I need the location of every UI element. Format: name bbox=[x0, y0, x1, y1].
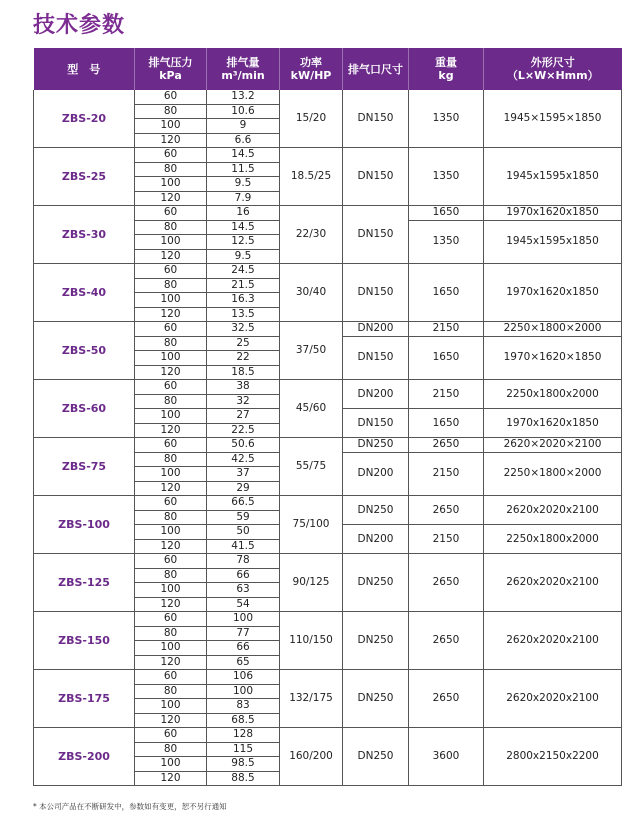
pressure-cell: 120 bbox=[135, 249, 207, 264]
flow-cell: 41.5 bbox=[207, 539, 280, 554]
dims-cell: 1970x1620x1850 bbox=[484, 206, 622, 221]
model-cell: ZBS-125 bbox=[34, 554, 135, 612]
flow-cell: 77 bbox=[207, 626, 280, 641]
flow-cell: 25 bbox=[207, 336, 280, 351]
pressure-cell: 60 bbox=[135, 148, 207, 163]
flow-cell: 21.5 bbox=[207, 278, 280, 293]
flow-cell: 13.2 bbox=[207, 90, 280, 104]
pressure-cell: 100 bbox=[135, 235, 207, 250]
dims-cell: 2620x2020x2100 bbox=[484, 496, 622, 525]
pressure-cell: 60 bbox=[135, 496, 207, 511]
flow-cell: 32.5 bbox=[207, 322, 280, 337]
table-body bbox=[34, 90, 622, 786]
flow-cell: 7.9 bbox=[207, 191, 280, 206]
dims-cell: 1945x1595x1850 bbox=[484, 148, 622, 206]
dims-cell: 1945x1595x1850 bbox=[484, 220, 622, 264]
pressure-cell: 120 bbox=[135, 771, 207, 786]
dims-cell: 2620x2020x2100 bbox=[484, 670, 622, 728]
pressure-cell: 80 bbox=[135, 510, 207, 525]
model-cell: ZBS-40 bbox=[34, 264, 135, 322]
power-cell: 55/75 bbox=[280, 438, 343, 496]
power-cell: 45/60 bbox=[280, 380, 343, 438]
flow-cell: 24.5 bbox=[207, 264, 280, 279]
pressure-cell: 80 bbox=[135, 452, 207, 467]
pressure-cell: 80 bbox=[135, 394, 207, 409]
outlet-cell: DN250 bbox=[343, 612, 409, 670]
dims-cell: 2250x1800x2000 bbox=[484, 380, 622, 409]
weight-cell: 2150 bbox=[409, 380, 484, 409]
pressure-cell: 120 bbox=[135, 655, 207, 670]
pressure-cell: 80 bbox=[135, 684, 207, 699]
table-row bbox=[34, 206, 622, 221]
weight-cell: 2150 bbox=[409, 322, 484, 337]
pressure-cell: 120 bbox=[135, 423, 207, 438]
model-cell: ZBS-200 bbox=[34, 728, 135, 786]
pressure-cell: 80 bbox=[135, 104, 207, 119]
power-cell: 90/125 bbox=[280, 554, 343, 612]
flow-cell: 9 bbox=[207, 119, 280, 134]
flow-cell: 128 bbox=[207, 728, 280, 743]
header-model: 型 号 bbox=[34, 48, 135, 90]
pressure-cell: 80 bbox=[135, 336, 207, 351]
power-cell: 132/175 bbox=[280, 670, 343, 728]
table-row bbox=[34, 322, 622, 337]
pressure-cell: 100 bbox=[135, 757, 207, 772]
flow-cell: 29 bbox=[207, 481, 280, 496]
pressure-cell: 80 bbox=[135, 742, 207, 757]
flow-cell: 16.3 bbox=[207, 293, 280, 308]
flow-cell: 54 bbox=[207, 597, 280, 612]
table-row bbox=[34, 90, 622, 104]
flow-cell: 38 bbox=[207, 380, 280, 395]
table-row bbox=[34, 554, 622, 569]
pressure-cell: 60 bbox=[135, 380, 207, 395]
table-row bbox=[34, 264, 622, 279]
table-row bbox=[34, 148, 622, 163]
pressure-cell: 100 bbox=[135, 177, 207, 192]
outlet-cell: DN250 bbox=[343, 496, 409, 525]
outlet-cell: DN150 bbox=[343, 90, 409, 148]
pressure-cell: 120 bbox=[135, 713, 207, 728]
outlet-cell: DN150 bbox=[343, 148, 409, 206]
pressure-cell: 100 bbox=[135, 699, 207, 714]
spec-table bbox=[33, 48, 622, 786]
flow-cell: 88.5 bbox=[207, 771, 280, 786]
pressure-cell: 60 bbox=[135, 612, 207, 627]
flow-cell: 27 bbox=[207, 409, 280, 424]
dims-cell: 1970x1620x1850 bbox=[484, 409, 622, 438]
weight-cell: 2150 bbox=[409, 452, 484, 496]
outlet-cell: DN200 bbox=[343, 380, 409, 409]
pressure-cell: 60 bbox=[135, 554, 207, 569]
outlet-cell: DN250 bbox=[343, 554, 409, 612]
pressure-cell: 100 bbox=[135, 525, 207, 540]
pressure-cell: 120 bbox=[135, 133, 207, 148]
table-row bbox=[34, 670, 622, 685]
flow-cell: 65 bbox=[207, 655, 280, 670]
flow-cell: 66 bbox=[207, 641, 280, 656]
table-row bbox=[34, 380, 622, 395]
pressure-cell: 80 bbox=[135, 278, 207, 293]
flow-cell: 16 bbox=[207, 206, 280, 221]
weight-cell: 1350 bbox=[409, 90, 484, 148]
model-cell: ZBS-50 bbox=[34, 322, 135, 380]
flow-cell: 9.5 bbox=[207, 177, 280, 192]
flow-cell: 42.5 bbox=[207, 452, 280, 467]
outlet-cell: DN150 bbox=[343, 206, 409, 264]
model-cell: ZBS-150 bbox=[34, 612, 135, 670]
flow-cell: 10.6 bbox=[207, 104, 280, 119]
table-header bbox=[34, 48, 622, 90]
weight-cell: 2650 bbox=[409, 612, 484, 670]
flow-cell: 22.5 bbox=[207, 423, 280, 438]
flow-cell: 59 bbox=[207, 510, 280, 525]
outlet-cell: DN200 bbox=[343, 525, 409, 554]
table-row bbox=[34, 728, 622, 743]
flow-cell: 66.5 bbox=[207, 496, 280, 511]
flow-cell: 14.5 bbox=[207, 148, 280, 163]
flow-cell: 37 bbox=[207, 467, 280, 482]
power-cell: 15/20 bbox=[280, 90, 343, 148]
weight-cell: 1650 bbox=[409, 409, 484, 438]
dims-cell: 2800x2150x2200 bbox=[484, 728, 622, 786]
pressure-cell: 120 bbox=[135, 481, 207, 496]
dims-cell: 1970×1620×1850 bbox=[484, 336, 622, 380]
pressure-cell: 60 bbox=[135, 728, 207, 743]
header-pressure: 排气压力 kPa bbox=[135, 48, 207, 90]
weight-cell: 1350 bbox=[409, 148, 484, 206]
flow-cell: 98.5 bbox=[207, 757, 280, 772]
power-cell: 160/200 bbox=[280, 728, 343, 786]
flow-cell: 22 bbox=[207, 351, 280, 366]
pressure-cell: 80 bbox=[135, 162, 207, 177]
pressure-cell: 100 bbox=[135, 119, 207, 134]
outlet-cell: DN200 bbox=[343, 322, 409, 337]
pressure-cell: 100 bbox=[135, 641, 207, 656]
table-row bbox=[34, 496, 622, 511]
dims-cell: 1970x1620x1850 bbox=[484, 264, 622, 322]
weight-cell: 2650 bbox=[409, 554, 484, 612]
model-cell: ZBS-75 bbox=[34, 438, 135, 496]
flow-cell: 78 bbox=[207, 554, 280, 569]
pressure-cell: 100 bbox=[135, 583, 207, 598]
flow-cell: 68.5 bbox=[207, 713, 280, 728]
flow-cell: 83 bbox=[207, 699, 280, 714]
pressure-cell: 100 bbox=[135, 409, 207, 424]
model-cell: ZBS-60 bbox=[34, 380, 135, 438]
dims-cell: 2620x2020x2100 bbox=[484, 612, 622, 670]
flow-cell: 18.5 bbox=[207, 365, 280, 380]
weight-cell: 2650 bbox=[409, 496, 484, 525]
flow-cell: 50.6 bbox=[207, 438, 280, 453]
dims-cell: 2620×2020×2100 bbox=[484, 438, 622, 453]
pressure-cell: 120 bbox=[135, 539, 207, 554]
pressure-cell: 100 bbox=[135, 467, 207, 482]
header-dims: 外形尺寸 （L×W×Hmm） bbox=[484, 48, 622, 90]
flow-cell: 14.5 bbox=[207, 220, 280, 235]
header-weight: 重量 kg bbox=[409, 48, 484, 90]
outlet-cell: DN250 bbox=[343, 728, 409, 786]
weight-cell: 1350 bbox=[409, 220, 484, 264]
flow-cell: 50 bbox=[207, 525, 280, 540]
power-cell: 18.5/25 bbox=[280, 148, 343, 206]
weight-cell: 1650 bbox=[409, 206, 484, 221]
flow-cell: 63 bbox=[207, 583, 280, 598]
pressure-cell: 60 bbox=[135, 670, 207, 685]
header-power: 功率 kW/HP bbox=[280, 48, 343, 90]
weight-cell: 2650 bbox=[409, 438, 484, 453]
model-cell: ZBS-30 bbox=[34, 206, 135, 264]
dims-cell: 2250×1800×2000 bbox=[484, 452, 622, 496]
flow-cell: 12.5 bbox=[207, 235, 280, 250]
pressure-cell: 120 bbox=[135, 365, 207, 380]
model-cell: ZBS-175 bbox=[34, 670, 135, 728]
outlet-cell: DN250 bbox=[343, 438, 409, 453]
power-cell: 22/30 bbox=[280, 206, 343, 264]
dims-cell: 1945×1595×1850 bbox=[484, 90, 622, 148]
table-row bbox=[34, 438, 622, 453]
weight-cell: 2150 bbox=[409, 525, 484, 554]
pressure-cell: 80 bbox=[135, 568, 207, 583]
outlet-cell: DN150 bbox=[343, 264, 409, 322]
flow-cell: 66 bbox=[207, 568, 280, 583]
weight-cell: 1650 bbox=[409, 336, 484, 380]
flow-cell: 6.6 bbox=[207, 133, 280, 148]
header-flow: 排气量 m³/min bbox=[207, 48, 280, 90]
flow-cell: 9.5 bbox=[207, 249, 280, 264]
pressure-cell: 80 bbox=[135, 626, 207, 641]
pressure-cell: 60 bbox=[135, 438, 207, 453]
outlet-cell: DN150 bbox=[343, 336, 409, 380]
flow-cell: 115 bbox=[207, 742, 280, 757]
weight-cell: 1650 bbox=[409, 264, 484, 322]
pressure-cell: 60 bbox=[135, 264, 207, 279]
outlet-cell: DN250 bbox=[343, 670, 409, 728]
weight-cell: 2650 bbox=[409, 670, 484, 728]
dims-cell: 2250×1800×2000 bbox=[484, 322, 622, 337]
pressure-cell: 120 bbox=[135, 597, 207, 612]
pressure-cell: 120 bbox=[135, 191, 207, 206]
power-cell: 110/150 bbox=[280, 612, 343, 670]
outlet-cell: DN200 bbox=[343, 452, 409, 496]
power-cell: 30/40 bbox=[280, 264, 343, 322]
model-cell: ZBS-100 bbox=[34, 496, 135, 554]
pressure-cell: 60 bbox=[135, 90, 207, 104]
page-title: 技术参数 bbox=[33, 13, 126, 38]
flow-cell: 11.5 bbox=[207, 162, 280, 177]
outlet-cell: DN150 bbox=[343, 409, 409, 438]
pressure-cell: 60 bbox=[135, 206, 207, 221]
pressure-cell: 100 bbox=[135, 351, 207, 366]
pressure-cell: 60 bbox=[135, 322, 207, 337]
dims-cell: 2250x1800x2000 bbox=[484, 525, 622, 554]
flow-cell: 100 bbox=[207, 684, 280, 699]
model-cell: ZBS-20 bbox=[34, 90, 135, 148]
pressure-cell: 80 bbox=[135, 220, 207, 235]
power-cell: 75/100 bbox=[280, 496, 343, 554]
table-row bbox=[34, 612, 622, 627]
weight-cell: 3600 bbox=[409, 728, 484, 786]
header-outlet: 排气口尺寸 bbox=[343, 48, 409, 90]
pressure-cell: 100 bbox=[135, 293, 207, 308]
flow-cell: 32 bbox=[207, 394, 280, 409]
dims-cell: 2620x2020x2100 bbox=[484, 554, 622, 612]
flow-cell: 100 bbox=[207, 612, 280, 627]
model-cell: ZBS-25 bbox=[34, 148, 135, 206]
footnote: * 本公司产品在不断研发中，参数如有变更，恕不另行通知 bbox=[33, 802, 227, 811]
flow-cell: 13.5 bbox=[207, 307, 280, 322]
flow-cell: 106 bbox=[207, 670, 280, 685]
pressure-cell: 120 bbox=[135, 307, 207, 322]
power-cell: 37/50 bbox=[280, 322, 343, 380]
